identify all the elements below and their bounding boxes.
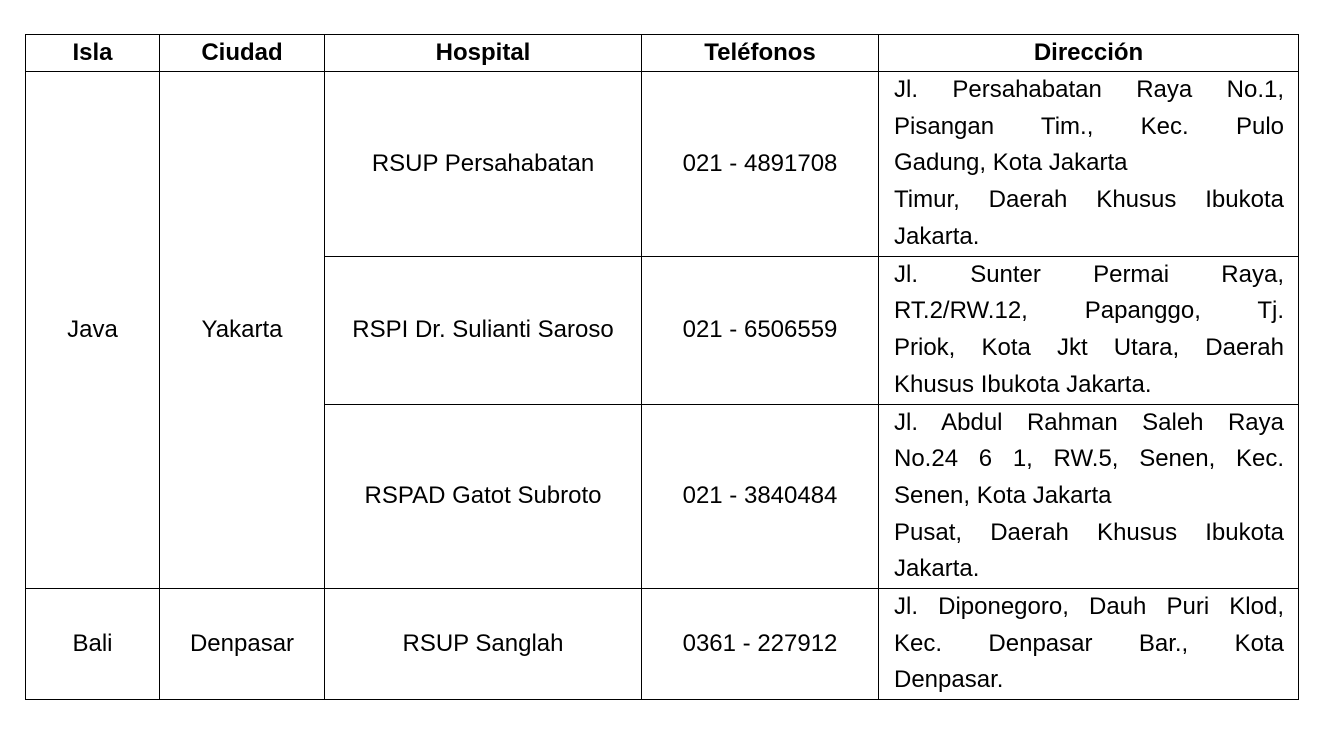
direccion-line: Gadung, Kota Jakarta xyxy=(894,149,1128,177)
direccion-line: Jl. Persahabatan Raya No.1, xyxy=(894,76,1284,103)
direccion-line: Jl. Abdul Rahman Saleh Raya xyxy=(894,408,1284,436)
cell-telefono: 021 - 6506559 xyxy=(642,256,879,404)
direccion-line: Jl. Sunter Permai Raya, xyxy=(894,260,1284,288)
cell-direccion xyxy=(879,404,1299,589)
table-row xyxy=(26,589,1299,700)
direccion-line: Denpasar. xyxy=(894,666,1004,694)
cell-ciudad: Yakarta xyxy=(160,72,325,589)
header-ciudad: Ciudad xyxy=(160,35,325,72)
cell-ciudad: Denpasar xyxy=(160,589,325,700)
cell-telefono: 021 - 3840484 xyxy=(642,404,879,589)
direccion-line: RT.2/RW.12, Papanggo, Tj. xyxy=(894,297,1284,325)
direccion-line: No.24 6 1, RW.5, Senen, Kec. xyxy=(894,445,1284,473)
hospital-table xyxy=(25,34,1299,700)
direccion-line: Priok, Kota Jkt Utara, Daerah xyxy=(894,334,1284,362)
header-isla: Isla xyxy=(26,35,160,72)
cell-telefono: 0361 - 227912 xyxy=(642,589,879,700)
cell-hospital: RSUP Persahabatan xyxy=(325,72,642,257)
cell-direccion xyxy=(879,589,1299,700)
direccion-line: Pusat, Daerah Khusus Ibukota xyxy=(894,518,1284,546)
direccion-line: Kec. Denpasar Bar., Kota xyxy=(894,629,1284,657)
cell-hospital: RSPI Dr. Sulianti Saroso xyxy=(325,256,642,404)
direccion-line: Pisangan Tim., Kec. Pulo xyxy=(894,112,1284,140)
header-row xyxy=(26,35,1299,72)
cell-hospital: RSUP Sanglah xyxy=(325,589,642,700)
cell-isla: Java xyxy=(26,72,160,589)
cell-telefono: 021 - 4891708 xyxy=(642,72,879,257)
direccion-line: Jakarta. xyxy=(894,555,980,583)
direccion-line: Timur, Daerah Khusus Ibukota xyxy=(894,186,1284,214)
direccion-line: Khusus Ibukota Jakarta. xyxy=(894,370,1152,398)
cell-hospital: RSPAD Gatot Subroto xyxy=(325,404,642,589)
direccion-line: Senen, Kota Jakarta xyxy=(894,481,1112,509)
header-direccion: Dirección xyxy=(879,35,1299,72)
header-telefonos: Teléfonos xyxy=(642,35,879,72)
cell-isla: Bali xyxy=(26,589,160,700)
table-row xyxy=(26,72,1299,257)
cell-direccion xyxy=(879,72,1299,257)
header-hospital: Hospital xyxy=(325,35,642,72)
direccion-line: Jl. Diponegoro, Dauh Puri Klod, xyxy=(894,593,1284,621)
direccion-line: Jakarta. xyxy=(894,222,980,250)
cell-direccion xyxy=(879,256,1299,404)
